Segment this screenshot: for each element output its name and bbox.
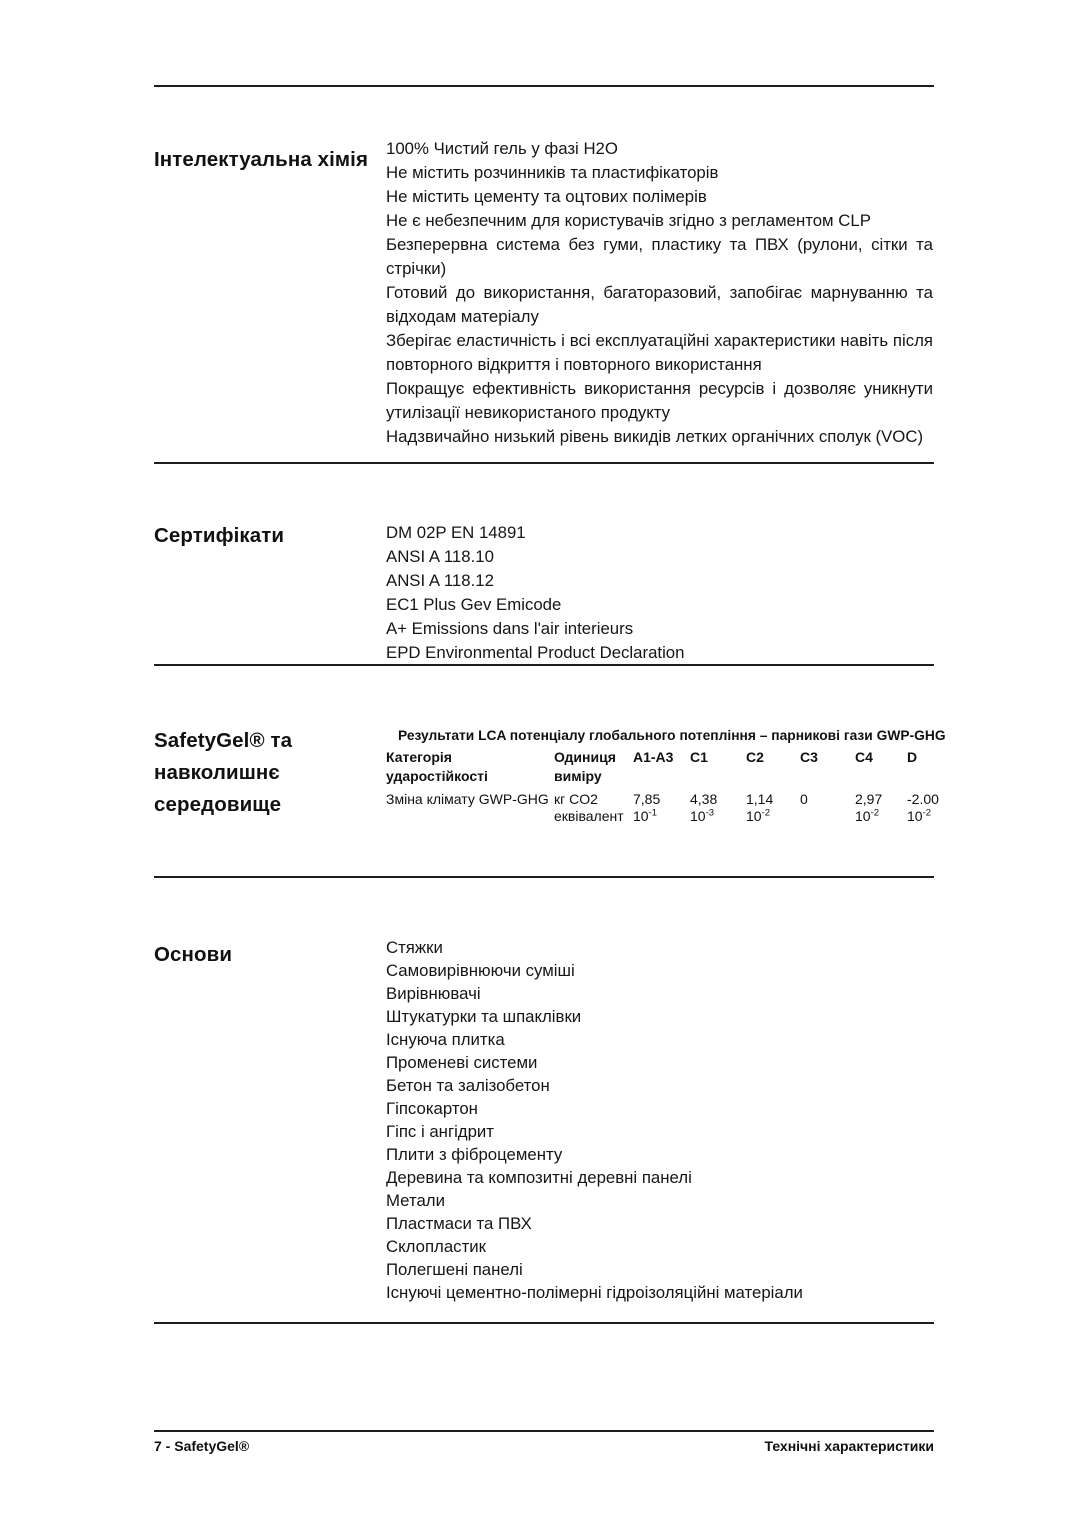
divider-3 [154, 876, 934, 878]
lca-col-header: A1-A3 [633, 749, 674, 765]
lca-value-exponent: $10^{-2}$ [907, 807, 932, 824]
lca-value-exponent: $10^{-1}$ [633, 807, 658, 824]
lca-table-title: Результати LCA потенціалу глобального потепління – парникові гази GWP-GHG [398, 728, 946, 743]
text-line: Існуючі цементно-полімерні гідроізоляційні матеріали [386, 1283, 803, 1302]
lca-unit-cell: кг CO2 еквівалент [554, 791, 624, 824]
section-heading-chemistry: Інтелектуальна хімія [154, 148, 369, 171]
lca-col-header: C3 [800, 749, 818, 765]
section-heading-substrates: Основи [154, 943, 233, 966]
lca-value-cell [690, 791, 746, 825]
text-line: Деревина та композитні деревні панелі [386, 1168, 692, 1187]
lca-data-row [386, 791, 939, 825]
divider-4 [154, 1322, 934, 1324]
text-line: Стяжки [386, 938, 443, 957]
text-line: EC1 Plus Gev Emicode [386, 595, 562, 614]
text-line: Пластмаси та ПВХ [386, 1214, 532, 1233]
text-line: EPD Environmental Product Declaration [386, 643, 685, 662]
lca-col-header: C2 [746, 749, 764, 765]
text-line: Існуюча плитка [386, 1030, 505, 1049]
text-line: Плити з фіброцементу [386, 1145, 563, 1164]
lca-col-header: Категорія ударостійкості [386, 749, 488, 784]
text-line: Покращує ефективність використання ресурсів і дозволяє уникнути утилізації невикористаного продукту [386, 379, 933, 422]
section-body-substrates [386, 936, 933, 1304]
text-line: Склопластик [386, 1237, 486, 1256]
page-footer [154, 1437, 934, 1455]
lca-value-exponent: $10^{-3}$ [690, 807, 715, 824]
text-line: Не містить розчинників та пластифікаторів [386, 163, 719, 182]
divider-2 [154, 664, 934, 666]
text-line: DM 02P EN 14891 [386, 523, 526, 542]
text-line: Вирівнювачі [386, 984, 481, 1003]
section-heading-certificates: Сертифікати [154, 524, 285, 547]
lca-col-header: D [907, 749, 918, 765]
section-body-certificates [386, 521, 933, 665]
lca-value-cell [855, 791, 907, 825]
footer-rule [154, 1430, 934, 1432]
lca-col-header: C1 [690, 749, 708, 765]
text-line: Гіпс і ангідрит [386, 1122, 494, 1141]
lca-value-mantissa: 2,97 [855, 791, 883, 807]
text-line: Самовирівнюючи суміші [386, 961, 575, 980]
text-line: A+ Emissions dans l'air interieurs [386, 619, 634, 638]
lca-table [386, 723, 946, 825]
lca-value-mantissa: 4,38 [690, 791, 718, 807]
lca-value-mantissa: -2.00 [907, 791, 939, 807]
text-line: ANSI A 118.12 [386, 571, 494, 590]
lca-value-cell [633, 791, 690, 825]
text-line: Променеві системи [386, 1053, 538, 1072]
text-line: Бетон та залізобетон [386, 1076, 550, 1095]
text-line: Штукатурки та шпаклівки [386, 1007, 582, 1026]
lca-col-header: C4 [855, 749, 873, 765]
text-line: Зберігає еластичність і всі експлуатаційні характеристики навіть після повторного відкриття і повторного використання [386, 331, 933, 374]
lca-col-header: Одиниця виміру [554, 749, 616, 784]
lca-value-exponent: $10^{-2}$ [746, 807, 771, 824]
lca-value-cell [800, 791, 855, 808]
lca-value-mantissa: 7,85 [633, 791, 661, 807]
lca-value-mantissa: 1,14 [746, 791, 774, 807]
lca-value-exponent: $10^{-2}$ [855, 807, 880, 824]
lca-value-mantissa: 0 [800, 791, 808, 807]
lca-header-row [386, 748, 933, 786]
divider-top [154, 85, 934, 87]
footer-page-label: 7 - SafetyGel® [154, 1438, 250, 1454]
section-heading-environment: SafetyGel® та навколишнє середовище [154, 729, 293, 816]
text-line: ANSI A 118.10 [386, 547, 494, 566]
text-line: Готовий до використання, багаторазовий, запобігає марнуванню та відходам матеріалу [386, 283, 933, 326]
lca-value-cell [746, 791, 800, 825]
text-line: Надзвичайно низький рівень викидів летких органічних сполук (VOC) [386, 427, 924, 446]
text-line: Метали [386, 1191, 445, 1210]
footer-doc-title: Технічні характеристики [764, 1438, 934, 1454]
text-line: Безперервна система без гуми, пластику та ПВХ (рулони, сітки та стрічки) [386, 235, 933, 278]
text-line: Гіпсокартон [386, 1099, 478, 1118]
divider-1 [154, 462, 934, 464]
text-line: Не містить цементу та оцтових полімерів [386, 187, 707, 206]
lca-category-cell: Зміна клімату GWP-GHG [386, 791, 549, 807]
lca-data-rows [386, 791, 939, 825]
lca-value-cell [907, 791, 939, 825]
section-body-chemistry [386, 137, 933, 449]
text-line: Не є небезпечним для користувачів згідно з регламентом CLP [386, 211, 871, 230]
text-line: 100% Чистий гель у фазі H2O [386, 139, 618, 158]
text-line: Полегшені панелі [386, 1260, 523, 1279]
